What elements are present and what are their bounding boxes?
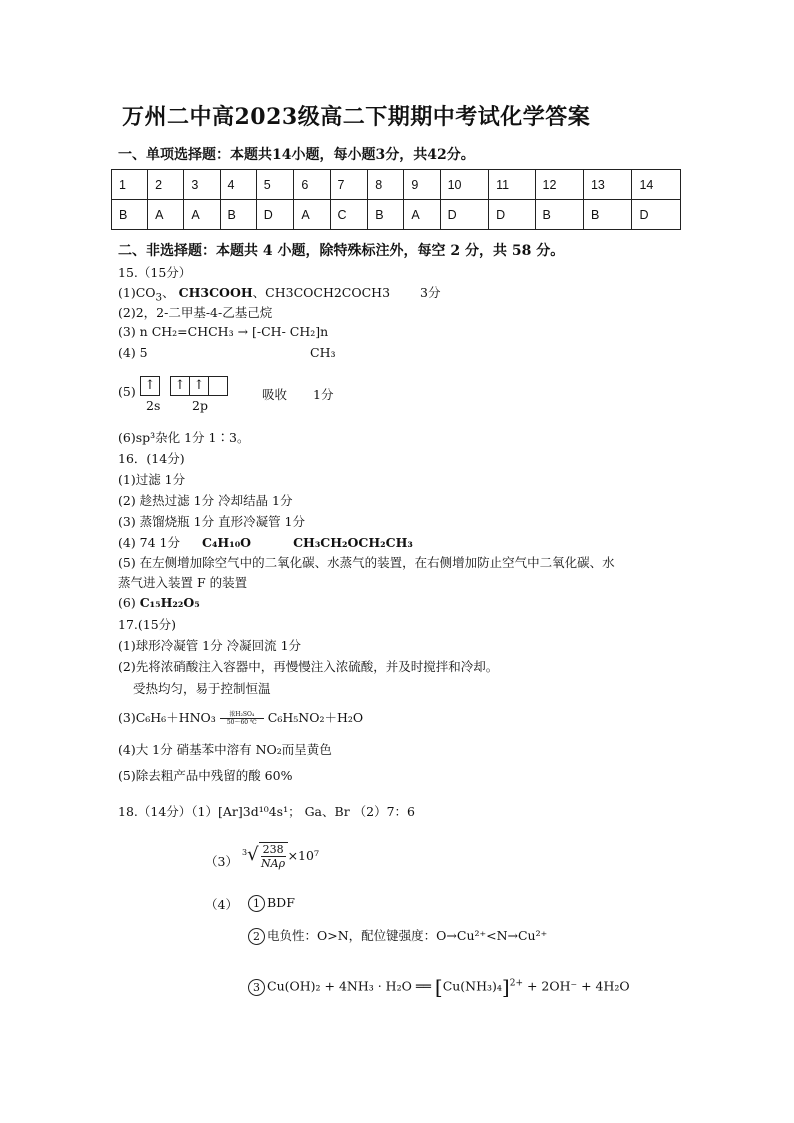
table-row-numbers xyxy=(112,170,681,200)
condition-temperature: 50～60 ℃ xyxy=(226,719,257,726)
q17-answer-5: (5)除去粗产品中残留的酸 60% xyxy=(118,768,293,783)
q18-3-tail: ×10⁷ xyxy=(287,848,319,863)
table-row-answers xyxy=(112,200,681,230)
q16-4-structure: CH₃CH₂OCH₂CH₃ xyxy=(293,535,413,550)
answer-cell: A xyxy=(404,200,440,230)
q15-answer-4: (4) 5 xyxy=(118,345,148,360)
q16-answer-5a: (5) 在左侧增加除空气中的二氧化碳、水蒸气的装置，在右侧增加防止空气中二氧化碳、水 xyxy=(118,555,615,570)
orbital-2p-box-3 xyxy=(209,376,228,396)
q18-4-3-complex: Cu(NH₃)₄ xyxy=(442,978,502,994)
q15-answer-3-branch: CH₃ xyxy=(310,345,336,360)
q15-1-sep: 、 xyxy=(162,285,175,300)
q15-answer-5-prefix: (5) xyxy=(118,384,136,399)
circled-1-icon: 1 xyxy=(248,895,265,912)
q18-4-part1 xyxy=(248,895,295,912)
orbital-2s xyxy=(140,376,160,396)
answer-cell: B xyxy=(368,200,404,230)
q18-3-expression xyxy=(242,842,319,870)
section2-heading: 二、非选择题：本题共 4 小题，除特殊标注外，每空 2 分，共 58 分。 xyxy=(118,243,565,259)
right-bracket-icon: ] xyxy=(501,975,510,999)
radicand xyxy=(259,842,288,870)
circled-3-icon: 3 xyxy=(248,979,265,996)
orbital-2s-label: 2s xyxy=(146,398,161,413)
q17-3-reactants: (3)C₆H₆＋HNO₃ xyxy=(118,710,216,725)
q17-answer-4: (4)大 1分 硝基苯中溶有 NO₂而呈黄色 xyxy=(118,742,332,757)
orbital-2p-box-1: ↑ xyxy=(170,376,190,396)
q15-1-score: 3分 xyxy=(420,285,441,300)
q18-4-3-reactants: Cu(OH)₂ + 4NH₃ · H₂O xyxy=(267,978,412,994)
q17-answer-3 xyxy=(118,708,363,726)
answer-cell: B xyxy=(535,200,583,230)
question-number-cell: 7 xyxy=(330,170,368,200)
fraction xyxy=(261,843,286,870)
q15-1-sub: 3 xyxy=(155,291,163,304)
page-title: 万州二中高2023级高二下期期中考试化学答案 xyxy=(122,104,591,130)
question-number-cell: 13 xyxy=(583,170,631,200)
answer-cell: A xyxy=(184,200,220,230)
q17-header: 17.(15分) xyxy=(118,617,177,632)
reaction-condition-arrow xyxy=(220,711,264,726)
q18-4-3-products: + 2OH⁻ + 4H₂O xyxy=(523,978,630,994)
q16-6-formula: C₁₅H₂₂O₅ xyxy=(139,595,200,610)
q16-4-formula: C₄H₁₀O xyxy=(202,535,252,550)
q15-answer-6: (6)sp³杂化 1分 1∶3。 xyxy=(118,430,250,445)
question-number-cell: 4 xyxy=(220,170,256,200)
q15-1-ketone: 、CH3COCH2COCH3 xyxy=(252,285,391,300)
q17-3-products: C₆H₅NO₂＋H₂O xyxy=(267,710,364,725)
q15-5-score: 1分 xyxy=(313,387,334,402)
q18-4-1-text: BDF xyxy=(267,895,295,910)
q15-5-absorb: 吸收 xyxy=(262,387,288,402)
answer-cell: D xyxy=(256,200,294,230)
orbital-2p xyxy=(170,376,228,396)
q18-3-prefix: （3） xyxy=(205,854,238,869)
question-number-cell: 11 xyxy=(489,170,535,200)
question-number-cell: 10 xyxy=(440,170,488,200)
answer-cell: D xyxy=(440,200,488,230)
root-index: 3 xyxy=(242,847,248,857)
answer-cell: B xyxy=(112,200,148,230)
answer-table xyxy=(111,169,681,230)
condition-catalyst: 浓H₂SO₄ xyxy=(229,711,255,718)
q18-4-part3 xyxy=(248,975,630,999)
q15-answer-3: (3) n CH₂=CHCH₃ → [-CH- CH₂]n xyxy=(118,324,329,339)
answer-cell: C xyxy=(330,200,368,230)
orbital-2s-box: ↑ xyxy=(140,376,160,396)
orbital-2p-label: 2p xyxy=(192,398,208,413)
q15-header: 15.（15分） xyxy=(118,265,192,280)
q17-answer-2b: 受热均匀，易于控制恒温 xyxy=(133,681,271,696)
question-number-cell: 9 xyxy=(404,170,440,200)
question-number-cell: 8 xyxy=(368,170,404,200)
q18-answer-1-2: 18.（14分）（1）[Ar]3d¹⁰4s¹； Ga、Br （2）7：6 xyxy=(118,804,416,819)
question-number-cell: 1 xyxy=(112,170,148,200)
q18-4-3-charge: 2+ xyxy=(509,978,524,989)
fraction-numerator: 238 xyxy=(262,843,284,856)
radical-sign-icon: √ xyxy=(247,844,259,865)
circled-2-icon: 2 xyxy=(248,928,265,945)
q18-4-2-text: 电负性：O>N，配位键强度：O→Cu²⁺<N→Cu²⁺ xyxy=(267,928,548,943)
q16-answer-4 xyxy=(118,533,413,551)
q18-4-part2 xyxy=(248,926,547,945)
q15-answer-1 xyxy=(118,283,440,304)
question-number-cell: 3 xyxy=(184,170,220,200)
q16-header: 16．(14分) xyxy=(118,451,185,466)
answer-cell: B xyxy=(220,200,256,230)
q15-1-acid: CH3COOH xyxy=(178,285,253,300)
answer-cell: A xyxy=(294,200,330,230)
q18-4-prefix: （4） xyxy=(205,897,238,912)
q16-answer-1: (1)过滤 1分 xyxy=(118,472,186,487)
section1-heading: 一、单项选择题：本题共14小题，每小题3分，共42分。 xyxy=(118,147,475,163)
q16-4-mass: (4) 74 1分 xyxy=(118,535,181,550)
question-number-cell: 5 xyxy=(256,170,294,200)
answer-cell: D xyxy=(632,200,681,230)
q16-answer-6 xyxy=(118,595,200,610)
question-number-cell: 12 xyxy=(535,170,583,200)
q16-answer-5b: 蒸气进入装置 F 的装置 xyxy=(118,575,248,590)
q16-answer-2: (2) 趁热过滤 1分 冷却结晶 1分 xyxy=(118,493,293,508)
question-number-cell: 6 xyxy=(294,170,330,200)
orbital-2p-box-2: ↑ xyxy=(190,376,209,396)
q17-answer-2: (2)先将浓硝酸注入容器中，再慢慢注入浓硫酸，并及时搅拌和冷却。 xyxy=(118,659,499,674)
answer-cell: A xyxy=(148,200,184,230)
answer-cell: B xyxy=(583,200,631,230)
q17-answer-1: (1)球形冷凝管 1分 冷凝回流 1分 xyxy=(118,638,302,653)
q16-6-label: (6) xyxy=(118,595,136,610)
q15-answer-2: (2)2，2-二甲基-4-乙基己烷 xyxy=(118,305,273,320)
question-number-cell: 2 xyxy=(148,170,184,200)
left-bracket-icon: [ xyxy=(434,975,443,999)
q16-answer-3: (3) 蒸馏烧瓶 1分 直形冷凝管 1分 xyxy=(118,514,306,529)
question-number-cell: 14 xyxy=(632,170,681,200)
answer-cell: D xyxy=(489,200,535,230)
fraction-denominator: NAρ xyxy=(261,857,286,870)
q18-4-3-equals: ══ xyxy=(415,978,431,994)
q15-1-co: (1)CO xyxy=(118,285,156,300)
